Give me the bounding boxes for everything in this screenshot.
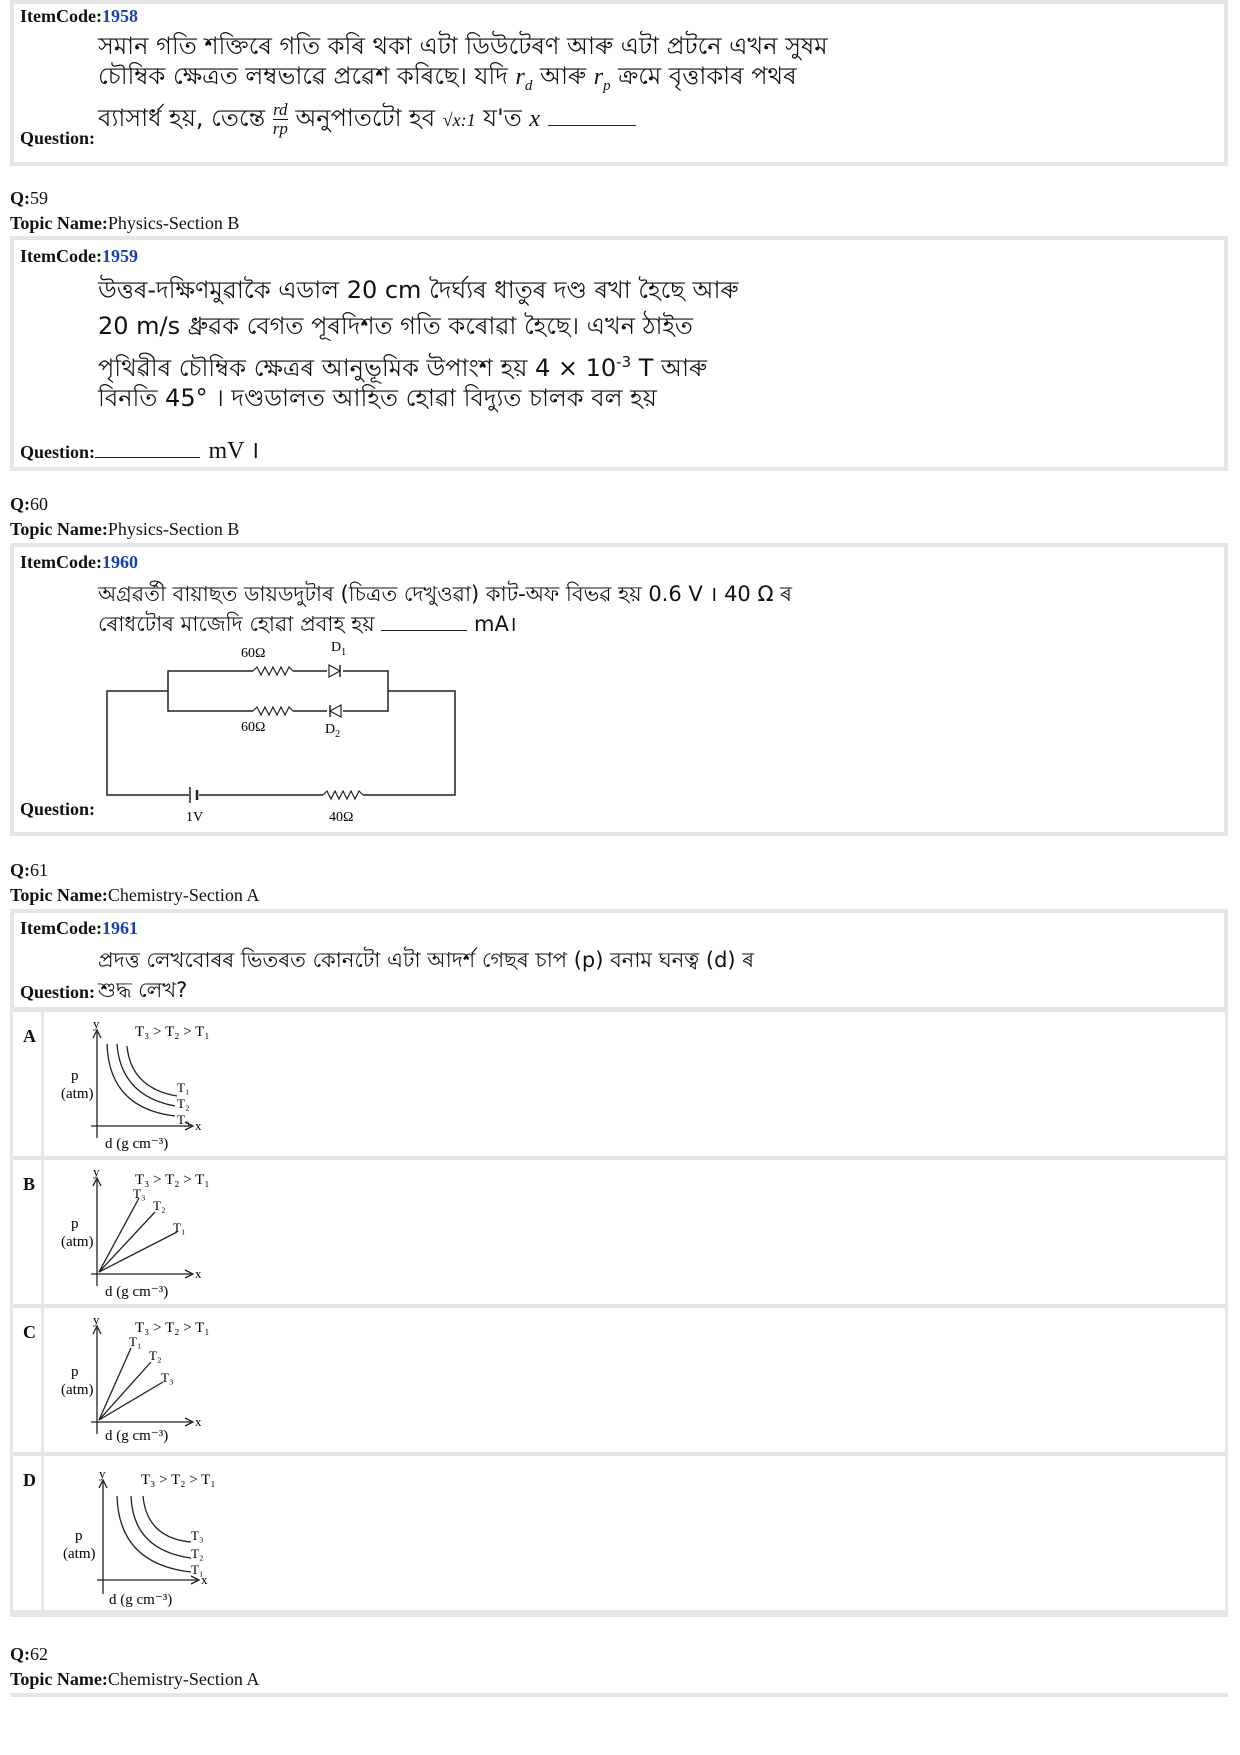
temperature-relation: T₃ > T₂ > T₁: [135, 1320, 210, 1336]
q58-line1: সমান গতি শক্তিৰে গতি কৰি থকা এটা ডিউটেৰণ আৰু এটা প্ৰটনে এখন সুষম: [98, 32, 828, 60]
curve-t1: [127, 1046, 177, 1096]
q59-line2: 20 m/s ধ্ৰুৱক বেগত পূৰদিশত গতি কৰোৱা হৈছে। এখন ঠাইত: [98, 312, 693, 340]
circuit-label-battery: 1V: [186, 810, 204, 825]
option-b-graph: [51, 1164, 291, 1304]
q59-itemcode: ItemCode:1959: [20, 246, 138, 266]
answer-blank: [95, 457, 200, 458]
q61-question-label: Question:: [20, 982, 96, 1002]
axis-y-label: y: [99, 1466, 106, 1481]
y-quantity-label: p: [71, 1364, 79, 1380]
q62-card-top: [10, 1693, 1228, 1697]
q61-itemcode: ItemCode:1961: [20, 918, 138, 938]
option-a-graph: [51, 1016, 291, 1156]
q59-line4: বিনতি 45° । দণ্ডডালত আহিত হোৱা বিদ্যুত চালক বল হয়: [98, 384, 657, 412]
q62-topic: Topic Name:Chemistry-Section A: [10, 1669, 260, 1689]
axis-x-label: x: [201, 1572, 208, 1587]
option-a[interactable]: [10, 1009, 1228, 1159]
curve-label: T₃: [177, 1112, 190, 1127]
q60-circuit-diagram: [95, 635, 475, 825]
diode-d2-symbol: [327, 704, 343, 718]
axis-x-label: x: [195, 1118, 202, 1133]
axis-x-label: x: [195, 1414, 202, 1429]
q58-line2: চৌম্বিক ক্ষেত্ৰত লম্বভাৱে প্ৰৱেশ কৰিছে। যদি $r_d$ আৰু $r_p$ ক্ৰমে বৃত্তাকাৰ পথৰ: [98, 62, 797, 94]
q61-card-bottom: [10, 1612, 1228, 1617]
axis-x-label: x: [195, 1266, 202, 1281]
y-unit-label: (atm): [63, 1546, 96, 1562]
q60-number: Q:60: [10, 494, 48, 514]
y-unit-label: (atm): [61, 1234, 94, 1250]
y-unit-label: (atm): [61, 1086, 94, 1102]
q61-line1: প্ৰদত্ত লেখবোৰৰ ভিতৰত কোনটো এটা আদৰ্শ গেছৰ চাপ (p) বনাম ঘনত্ব (d) ৰ: [98, 948, 755, 972]
answer-blank: [381, 630, 467, 631]
q58-question-label: Question:: [20, 128, 96, 148]
q60-line2: ৰোধটোৰ মাজেদি হোৱা প্ৰবাহ হয় mA।: [98, 612, 517, 636]
q60-topic: Topic Name:Physics-Section B: [10, 519, 240, 539]
q59-line3: পৃথিৱীৰ চৌম্বিক ক্ষেত্ৰৰ আনুভূমিক উপাংশ হয় $4 \times 10^{-3}$ T আৰু: [98, 353, 708, 382]
diode-d1-symbol: [327, 664, 343, 678]
option-c-graph: [51, 1312, 291, 1452]
q61-topic: Topic Name:Chemistry-Section A: [10, 885, 260, 905]
axis-y-label: y: [93, 1312, 100, 1327]
axis-y-label: y: [93, 1164, 100, 1179]
q61-line2: শুদ্ধ লেখ?: [98, 978, 188, 1002]
q58-line3: ব্যাসাৰ্ধ হয়, তেন্তে $\frac{rd}{rp}$ অনুপাতটো হব √x:1 য'ত x: [98, 100, 636, 138]
temperature-relation: T₃ > T₂ > T₁: [135, 1024, 210, 1040]
option-c[interactable]: [10, 1305, 1228, 1455]
q59-number: Q:59: [10, 188, 48, 208]
q58-itemcode: ItemCode:1958: [20, 6, 138, 26]
option-d-graph: [51, 1460, 291, 1610]
option-letter: C: [23, 1322, 36, 1342]
x-quantity-label: d (g cm⁻³): [105, 1284, 169, 1300]
q60-line1: অগ্ৰৱৰ্তী বায়াছত ডায়ডদুটাৰ (চিত্ৰত দেখুওৱা) কাট-অফ বিভৱ হয় 0.6 V । 40 Ω ৰ: [98, 582, 793, 606]
resistor-mid-symbol: [253, 706, 293, 716]
q60-itemcode: ItemCode:1960: [20, 552, 138, 572]
circuit-label-r-mid: 60Ω: [241, 720, 266, 735]
q61-number: Q:61: [10, 860, 48, 880]
curve-label: T₁: [177, 1080, 190, 1095]
q62-number: Q:62: [10, 1644, 48, 1664]
curve-label: T₁: [191, 1562, 204, 1577]
curve-label: T₂: [191, 1546, 204, 1561]
axis-y-label: y: [93, 1016, 100, 1031]
option-b[interactable]: [10, 1157, 1228, 1307]
curve-label: T₃: [133, 1186, 146, 1201]
answer-blank: [548, 125, 636, 126]
curve-label: T₂: [149, 1348, 162, 1363]
option-letter: A: [23, 1026, 36, 1046]
x-quantity-label: d (g cm⁻³): [109, 1592, 173, 1608]
q59-topic: Topic Name:Physics-Section B: [10, 213, 240, 233]
x-quantity-label: d (g cm⁻³): [105, 1136, 169, 1152]
curve-label: T₂: [177, 1096, 190, 1111]
option-letter: D: [23, 1470, 36, 1490]
q59-question-label: Question: mV ।: [20, 438, 260, 464]
y-unit-label: (atm): [61, 1382, 94, 1398]
curve-label: T₁: [173, 1220, 186, 1235]
curve-label: T₂: [153, 1198, 166, 1213]
curve-label: T₁: [129, 1334, 142, 1349]
battery-symbol: [189, 785, 199, 805]
q60-question-label: Question:: [20, 799, 96, 819]
y-quantity-label: p: [75, 1528, 83, 1544]
circuit-label-r-top: 60Ω: [241, 646, 266, 661]
temperature-relation: T₃ > T₂ > T₁: [141, 1472, 216, 1488]
option-d[interactable]: [10, 1453, 1228, 1613]
resistor-top-symbol: [253, 666, 293, 676]
y-quantity-label: p: [71, 1068, 79, 1084]
x-quantity-label: d (g cm⁻³): [105, 1428, 169, 1444]
parallel-branch-box: [168, 671, 388, 711]
circuit-label-d2: $D_2$: [325, 722, 341, 740]
curve-label: T₃: [191, 1528, 204, 1543]
circuit-label-r-bottom: 40Ω: [329, 810, 354, 825]
resistor-bottom-symbol: [323, 790, 363, 800]
y-quantity-label: p: [71, 1216, 79, 1232]
q58-fraction: $\frac{rd}{rp}$: [272, 99, 288, 138]
q59-line1: উত্তৰ-দক্ষিণমুৱাকৈ এডাল 20 cm দৈৰ্ঘ্যৰ ধাতুৰ দণ্ড ৰখা হৈছে আৰু: [98, 276, 739, 304]
temperature-relation: T₃ > T₂ > T₁: [135, 1172, 210, 1188]
circuit-label-d1: $D_1$: [331, 640, 347, 658]
curve-label: T₃: [161, 1370, 174, 1385]
option-letter: B: [23, 1174, 36, 1194]
